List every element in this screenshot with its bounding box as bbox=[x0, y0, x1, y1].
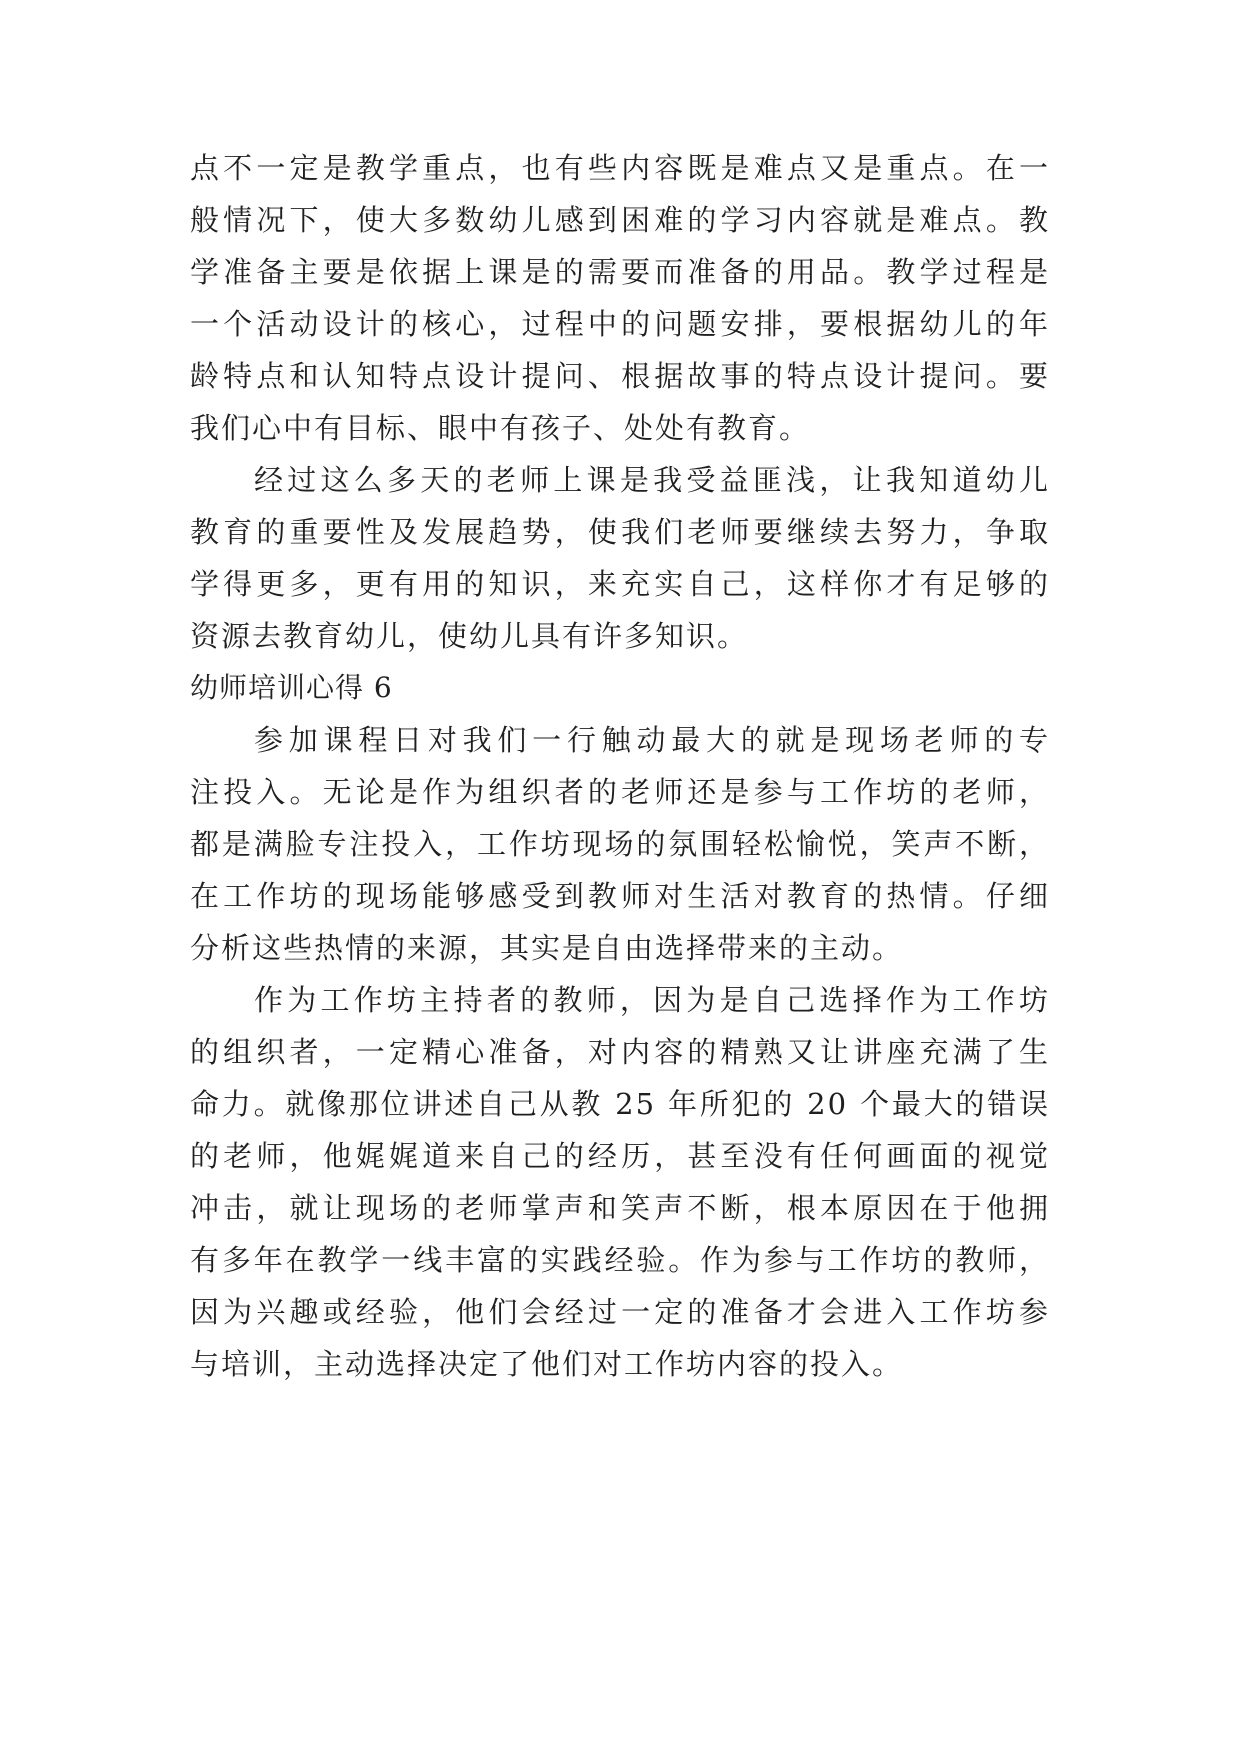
paragraph-line: 龄特点和认知特点设计提问、根据故事的特点设计提问。要 bbox=[190, 359, 1050, 393]
paragraph-line: 注投入。无论是作为组织者的老师还是参与工作坊的老师， bbox=[190, 775, 1050, 809]
paragraph-line: 都是满脸专注投入，工作坊现场的氛围轻松愉悦，笑声不断， bbox=[190, 827, 1050, 861]
paragraph-line: 经过这么多天的老师上课是我受益匪浅，让我知道幼儿 bbox=[254, 463, 1050, 497]
paragraph-line: 冲击，就让现场的老师掌声和笑声不断，根本原因在于他拥 bbox=[190, 1191, 1050, 1225]
paragraph-line: 学准备主要是依据上课是的需要而准备的用品。教学过程是 bbox=[190, 255, 1050, 289]
paragraph-line: 作为工作坊主持者的教师，因为是自己选择作为工作坊 bbox=[254, 983, 1050, 1017]
paragraph-line: 的老师，他娓娓道来自己的经历，甚至没有任何画面的视觉 bbox=[190, 1139, 1050, 1173]
paragraph-line: 与培训，主动选择决定了他们对工作坊内容的投入。 bbox=[190, 1347, 904, 1381]
paragraph-line: 分析这些热情的来源，其实是自由选择带来的主动。 bbox=[190, 931, 904, 965]
paragraph-line: 有多年在教学一线丰富的实践经验。作为参与工作坊的教师， bbox=[190, 1243, 1050, 1277]
paragraph-line: 参加课程日对我们一行触动最大的就是现场老师的专 bbox=[254, 723, 1050, 757]
section-heading: 幼师培训心得 6 bbox=[190, 671, 393, 704]
paragraph-line: 般情况下，使大多数幼儿感到困难的学习内容就是难点。教 bbox=[190, 203, 1050, 237]
paragraph-line: 我们心中有目标、眼中有孩子、处处有教育。 bbox=[190, 411, 811, 445]
paragraph-line: 点不一定是教学重点，也有些内容既是难点又是重点。在一 bbox=[190, 151, 1050, 185]
paragraph-line: 在工作坊的现场能够感受到教师对生活对教育的热情。仔细 bbox=[190, 879, 1050, 913]
paragraph-line: 学得更多，更有用的知识，来充实自己，这样你才有足够的 bbox=[190, 567, 1050, 601]
paragraph-line: 一个活动设计的核心，过程中的问题安排，要根据幼儿的年 bbox=[190, 307, 1050, 341]
paragraph-line: 的组织者，一定精心准备，对内容的精熟又让讲座充满了生 bbox=[190, 1035, 1050, 1069]
paragraph-line: 命力。就像那位讲述自己从教 25 年所犯的 20 个最大的错误 bbox=[190, 1087, 1050, 1121]
paragraph-line: 资源去教育幼儿，使幼儿具有许多知识。 bbox=[190, 619, 749, 653]
paragraph-line: 因为兴趣或经验，他们会经过一定的准备才会进入工作坊参 bbox=[190, 1295, 1050, 1329]
paragraph-line: 教育的重要性及发展趋势，使我们老师要继续去努力，争取 bbox=[190, 515, 1050, 549]
